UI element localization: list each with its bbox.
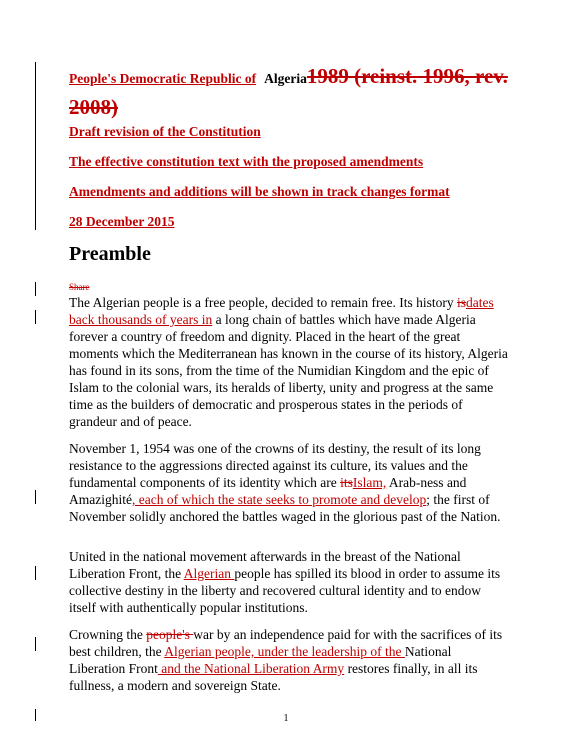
document-title (69, 60, 509, 120)
deleted-text: is (456, 295, 466, 310)
inserted-text: , each of which the state seeks to promote and develop (131, 492, 427, 507)
preamble-paragraph-1 (69, 294, 509, 430)
text-run: ; the first of November solidly anchored the battles waged in the glorious past of the Nation. (69, 492, 501, 524)
text-run: restores finally, in all its fullness, a modern and sovereign State. (69, 661, 478, 693)
inserted-text: Algerian (183, 566, 235, 581)
text-run: National Liberation Front (69, 644, 452, 676)
header-line-effective-text: The effective constitution text with the proposed amendments (69, 154, 424, 169)
change-bar (35, 490, 36, 504)
text-run: November 1, 1954 was one of the crowns of its destiny, the result of its long resistance to the aggressions directed against its culture, its values and the fundamental components of its identity which are (69, 441, 481, 490)
change-bar (35, 310, 36, 324)
preamble-paragraph-2 (69, 440, 509, 525)
header-line-date: 28 December 2015 (69, 214, 175, 229)
text-run: a long chain of battles which have made Algeria forever a country of freedom and dignity. Placed in the heart of the great moments which the Mediterranean has known in the course of its history, Algeria has found in its sons, from the time of the Numidian Kingdom and the epic of Islam to the colonial wars, its heralds of liberty, unity and progress at the same time as the builders of democratic and prosperous states in the periods of grandeur and of peace. (69, 312, 508, 429)
title-country-prefix: People's Democratic Republic of (69, 71, 257, 86)
text-run: Arab-ness and Amazighité (69, 475, 467, 507)
share-deleted-label: Share (69, 282, 90, 292)
title-deleted-dates: 1989 (reinst. 1996, rev. 2008) (69, 64, 508, 119)
inserted-text: Islam, (352, 475, 387, 490)
text-run: war by an independence paid for with the sacrifices of its best children, the (69, 627, 503, 659)
page-number: 1 (283, 713, 289, 724)
inserted-text: and the National Liberation Army (157, 661, 345, 676)
text-run: people has spilled its blood in order to assume its collective destiny in the liberty and recovered cultural identity and to endow itself with authentically popular institutions. (69, 566, 501, 615)
change-bar (35, 566, 36, 580)
text-run: Crowning the (69, 627, 147, 642)
inserted-text: Algerian people, under the leadership of the (164, 644, 405, 659)
preamble-heading: Preamble (69, 243, 151, 265)
header-line-draft: Draft revision of the Constitution (69, 124, 261, 139)
deleted-text: its (340, 475, 353, 490)
change-bar (35, 62, 36, 230)
header-line-track-changes: Amendments and additions will be shown in track changes format (69, 184, 450, 199)
preamble-paragraph-4 (69, 626, 509, 694)
text-run: The Algerian people is a free people, decided to remain free. Its history (69, 295, 457, 310)
change-bar (35, 282, 36, 296)
change-bar (35, 637, 36, 651)
preamble-paragraph-3 (69, 548, 509, 616)
title-country: Algeria (264, 71, 307, 86)
text-run: United in the national movement afterwards in the breast of the National Liberation Front, the (69, 549, 461, 581)
change-bar (35, 709, 36, 721)
inserted-text: dates back thousands of years in (69, 295, 494, 327)
deleted-text: people's (146, 627, 194, 642)
